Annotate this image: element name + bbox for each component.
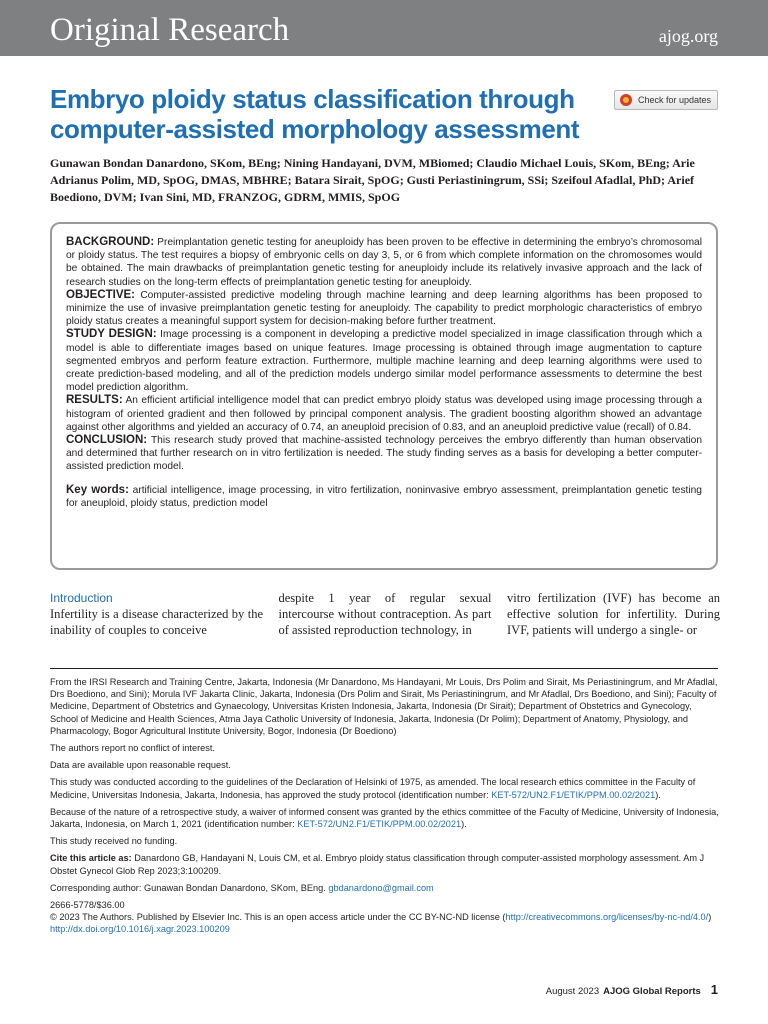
consent-id-link[interactable]: KET-572/UN2.F1/ETIK/PPM.00.02/2021 (297, 819, 462, 830)
section-label: Original Research (50, 12, 290, 48)
body-column-2: despite 1 year of regular sexual intercourse without contraception. As part of assisted reproduction technology, in (278, 591, 492, 637)
article-title: Embryo ploidy status classification through computer-assisted morphology assessment (50, 84, 580, 144)
body-columns (50, 590, 720, 638)
data-statement: Data are available upon reasonable request. (50, 760, 231, 771)
conflict-statement: The authors report no conflict of interest. (50, 743, 215, 754)
doi-link[interactable]: http://dx.doi.org/10.1016/j.xagr.2023.100209 (50, 924, 230, 935)
email-link[interactable]: gbdanardono@gmail.com (328, 882, 434, 893)
section-heading-introduction: Introduction (50, 591, 113, 605)
abstract-keywords: Key words: artificial intelligence, image processing, in vitro fertilization, noninvasive embryo assessment, preimplantation genetic testing for aneuploid, ploidy status, prediction model (66, 483, 702, 509)
journal-site[interactable]: ajog.org (658, 26, 718, 46)
license-link[interactable]: http://creativecommons.org/licenses/by-nc-nd/4.0/ (505, 912, 709, 923)
footnote-divider (50, 668, 718, 669)
abstract-background: BACKGROUND: Preimplantation genetic testing for aneuploidy has been proven to be effective in determining the embryo’s chromosomal or ploidy status. The test requires a biopsy of embryonic cells on day 3, 5, or 6 from which complete information on the chromosomes would be obtained. The main drawbacks of preimplantation genetic testing for aneuploidy include its relatively invasive approach and the lack of research studies on the long-term effects of preimplantation genetic testing for aneuploidy. (66, 236, 702, 288)
issn: 2666-5778/$36.00 (50, 900, 125, 911)
ethics-id-link[interactable]: KET-572/UN2.F1/ETIK/PPM.00.02/2021 (491, 789, 656, 800)
abstract-results: RESULTS: An efficient artificial intelligence model that can predict embryo ploidy status was developed using image processing through a histogram of oriented gradient and then followed by principal component analysis. The gradient boosting algorithm showed an advantage against other algorithms and yielded an accuracy of 0.74, an aneuploid precision of 0.83, and an aneuploid predictive value (recall) of 0.84. (66, 394, 702, 433)
consent-statement: Because of the nature of a retrospective study, a waiver of informed consent was granted by the ethics committee of the Faculty of Medicine, University of Indonesia, Jakarta, Indonesia, on March 1, 2021 (identification number: KET-572/UN2.F1/ETIK/PPM.00.02/2021). (50, 806, 719, 830)
license-block: 2666-5778/$36.00 © 2023 The Authors. Published by Elsevier Inc. This is an open access article under the CC BY-NC-ND license (http://creativecommons.org/licenses/by-nc-nd/4.0/) http://dx.doi.org/10.1016/j.xagr.2023.100209 (50, 900, 712, 935)
affiliations: From the IRSI Research and Training Centre, Jakarta, Indonesia (Mr Danardono, Ms Handayani, Mr Louis, Drs Polim and Sirait, Ms Periastiningrum, and Mr Afadlal, Drs Boediono, and Sini); Morula IVF Jakarta Clinic, Jakarta, Indonesia (Drs Polim and Sirait, Ms Periastiningrum, and Mr Afadlal, Drs Boediono, and Sini); Faculty of Medicine, Department of Obstetrics and Gynaecology, Universitas Kristen Indonesia, Jakarta, Indonesia (Dr Sirait); Department of Obstetrics and Gynecology, School of Medicine and Health Sciences, Atma Jaya Catholic University of Indonesia, Jakarta, Indonesia (Dr Polim); Department of Anatomy, Physiology, and Pharmacology, Bogor Agricultural Institute University, Bogor, Indonesia (Dr Boediono) (50, 677, 718, 736)
corresponding-author: Corresponding author: Gunawan Bondan Danardono, SKom, BEng. gbdanardono@gmail.com (50, 882, 434, 893)
footnotes (50, 676, 720, 936)
page-number: 1 (710, 982, 718, 997)
abstract-conclusion: CONCLUSION: This research study proved that machine-assisted technology perceives the embryo differently than human observation and determined that further research on in vitro fertilization is needed. The study finding serves as a basis for developing a better computer-assisted prediction model. (66, 434, 703, 473)
journal-name: AJOG Global Reports (603, 986, 701, 997)
ethics-statement: This study was conducted according to the guidelines of the Declaration of Helsinki of 1975, as amended. The local research ethics committee in the Faculty of Medicine, Universitas Indonesia, Jakarta, Indonesia, has approved the study protocol (identification number: KET-572/UN2.F1/ETIK/PPM.00.02/2021). (50, 777, 696, 800)
journal-header (0, 0, 768, 56)
issue-date: August 2023 (545, 986, 600, 997)
author-list: Gunawan Bondan Danardono, SKom, BEng; Nining Handayani, DVM, MBiomed; Claudio Michael Louis, SKom, BEng; Arie Adrianus Polim, MD, SpOG, DMAS, MBHRE; Batara Sirait, SpOG; Gusti Periastiningrum, SSi; Szeifoul Afadlal, PhD; Arief Boediono, DVM; Ivan Sini, MD, FRANZOG, GDRM, MMIS, SpOG (50, 156, 695, 204)
body-column-1: Introduction Infertility is a disease characterized by the inability of couples to conceive (50, 591, 263, 637)
funding-statement: This study received no funding. (50, 836, 178, 847)
abstract-objective: OBJECTIVE: Computer-assisted predictive modeling through machine learning and deep learning algorithms has been proposed to minimize the use of invasive preimplantation genetic testing for aneuploidy. The capability to predict morphologic characteristics of embryo ploidy status creates a meaningful support system for decision-making before further treatment. (66, 288, 702, 328)
body-column-3: vitro fertilization (IVF) has become an effective solution for infertility. During IVF, patients will undergo a single- or (507, 591, 720, 637)
abstract-study-design: STUDY DESIGN: Image processing is a component in developing a predictive model specialized in image classification through which a model is able to differentiate images based on unique features. Image processing is obtained through image augmentation to capture segmented embryos and perform feature extraction. Furthermore, multiple machine learning and deep learning algorithms were used to create prediction-based modeling, and all of the prediction models undergo similar model performance assessments to determine the best model prediction algorithm. (66, 328, 702, 394)
check-updates-button[interactable] (614, 90, 718, 110)
abstract-box (50, 222, 718, 570)
citation: Cite this article as: Danardono GB, Handayani N, Louis CM, et al. Embryo ploidy status classification through computer-assisted morphology assessment. Am J Obstet Gynecol Glob Rep 2023;3:100209. (50, 853, 705, 876)
crossmark-icon (620, 94, 632, 106)
page-footer (546, 982, 718, 997)
check-updates-label: Check for updates (638, 95, 712, 105)
